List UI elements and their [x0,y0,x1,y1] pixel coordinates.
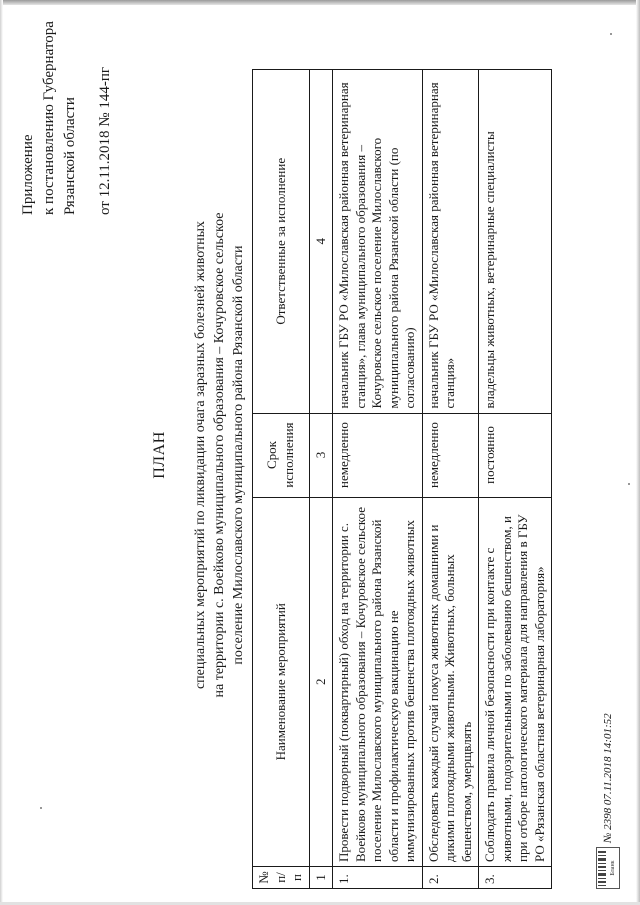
appendix-date-number: от 12.11.2018 № 144-пг [97,66,113,215]
registration-stamp-icon [596,847,620,889]
appendix-label: Приложение [20,134,36,215]
row-term: немедленно [333,413,423,497]
plan-subtitle-line-3: поселение Милославского муниципального района Рязанской области [231,245,246,665]
row-number: 1. [333,867,423,889]
row-number: 2. [422,867,479,889]
scan-speck [628,483,630,485]
plan-title-block [150,145,248,765]
row-action: Соблюдать правила личной безопасности при контакте с животными, подозрительными по заболеванию бешенством, и при отборе патологического материала для направления в ГБУ РО «Рязанская областная ветеринарная лаборатория» [479,497,552,867]
header-responsible: Ответственные за исполнение [253,70,310,414]
header-term: Срок исполнения [253,413,310,497]
plan-subtitle-line-2: на территории с. Воейково муниципального образования – Кочуровское сельское [212,212,227,698]
row-responsible: начальник ГБУ РО «Милославская районная ветеринарная станция», глава муниципального образования – Кочуровское сельское поселение Милославского муниципального района Рязанской области (по согласованию) [333,70,423,414]
appendix-resolution-line: к постановлению Губернатора [41,21,57,215]
stamp-label: Бланк [610,860,616,876]
row-action: Обследовать каждый случай покуса животных домашними и дикими плотоядными животными. Животных, больных бешенством, умерщвлять [422,497,479,867]
column-number-1: 1 [309,867,333,889]
row-responsible: владельцы животных, ветеринарные специалисты [479,70,552,414]
scan-speck [40,807,42,809]
plan-subtitle-line-1: специальных мероприятий по ликвидации очага заразных болезней животных [193,220,208,690]
registration-number: № 2398 07.11.2018 14:01:52 [602,713,614,843]
header-action: Наименование мероприятий [253,497,310,867]
measures-table [252,69,552,889]
row-number: 3. [479,867,552,889]
table-header-row [253,70,310,889]
header-number: № п/п [253,867,310,889]
column-number-4: 4 [309,70,333,414]
barcode-icon [597,848,607,888]
table-row [422,70,479,889]
scan-speck [610,33,612,35]
row-action: Провести подворный (поквартирный) обход на территории с. Воейково муниципального образования – Кочуровское сельское поселение Милославского муниципального района Рязанской области и профилактическую вакцинацию не иммунизированных против бешенства плотоядных животных [333,497,423,867]
column-number-2: 2 [309,497,333,867]
plan-heading: ПЛАН [151,431,168,479]
appendix-region-line: Рязанской области [62,97,78,215]
row-term: постоянно [479,413,552,497]
table-row [479,70,552,889]
appendix-block [18,21,116,215]
column-number-3: 3 [309,413,333,497]
table-row [333,70,423,889]
footer-stamp [596,713,622,889]
row-term: немедленно [422,413,479,497]
column-numbers-row [309,70,333,889]
row-responsible: начальник ГБУ РО «Милославская районная ветеринарная станция» [422,70,479,414]
